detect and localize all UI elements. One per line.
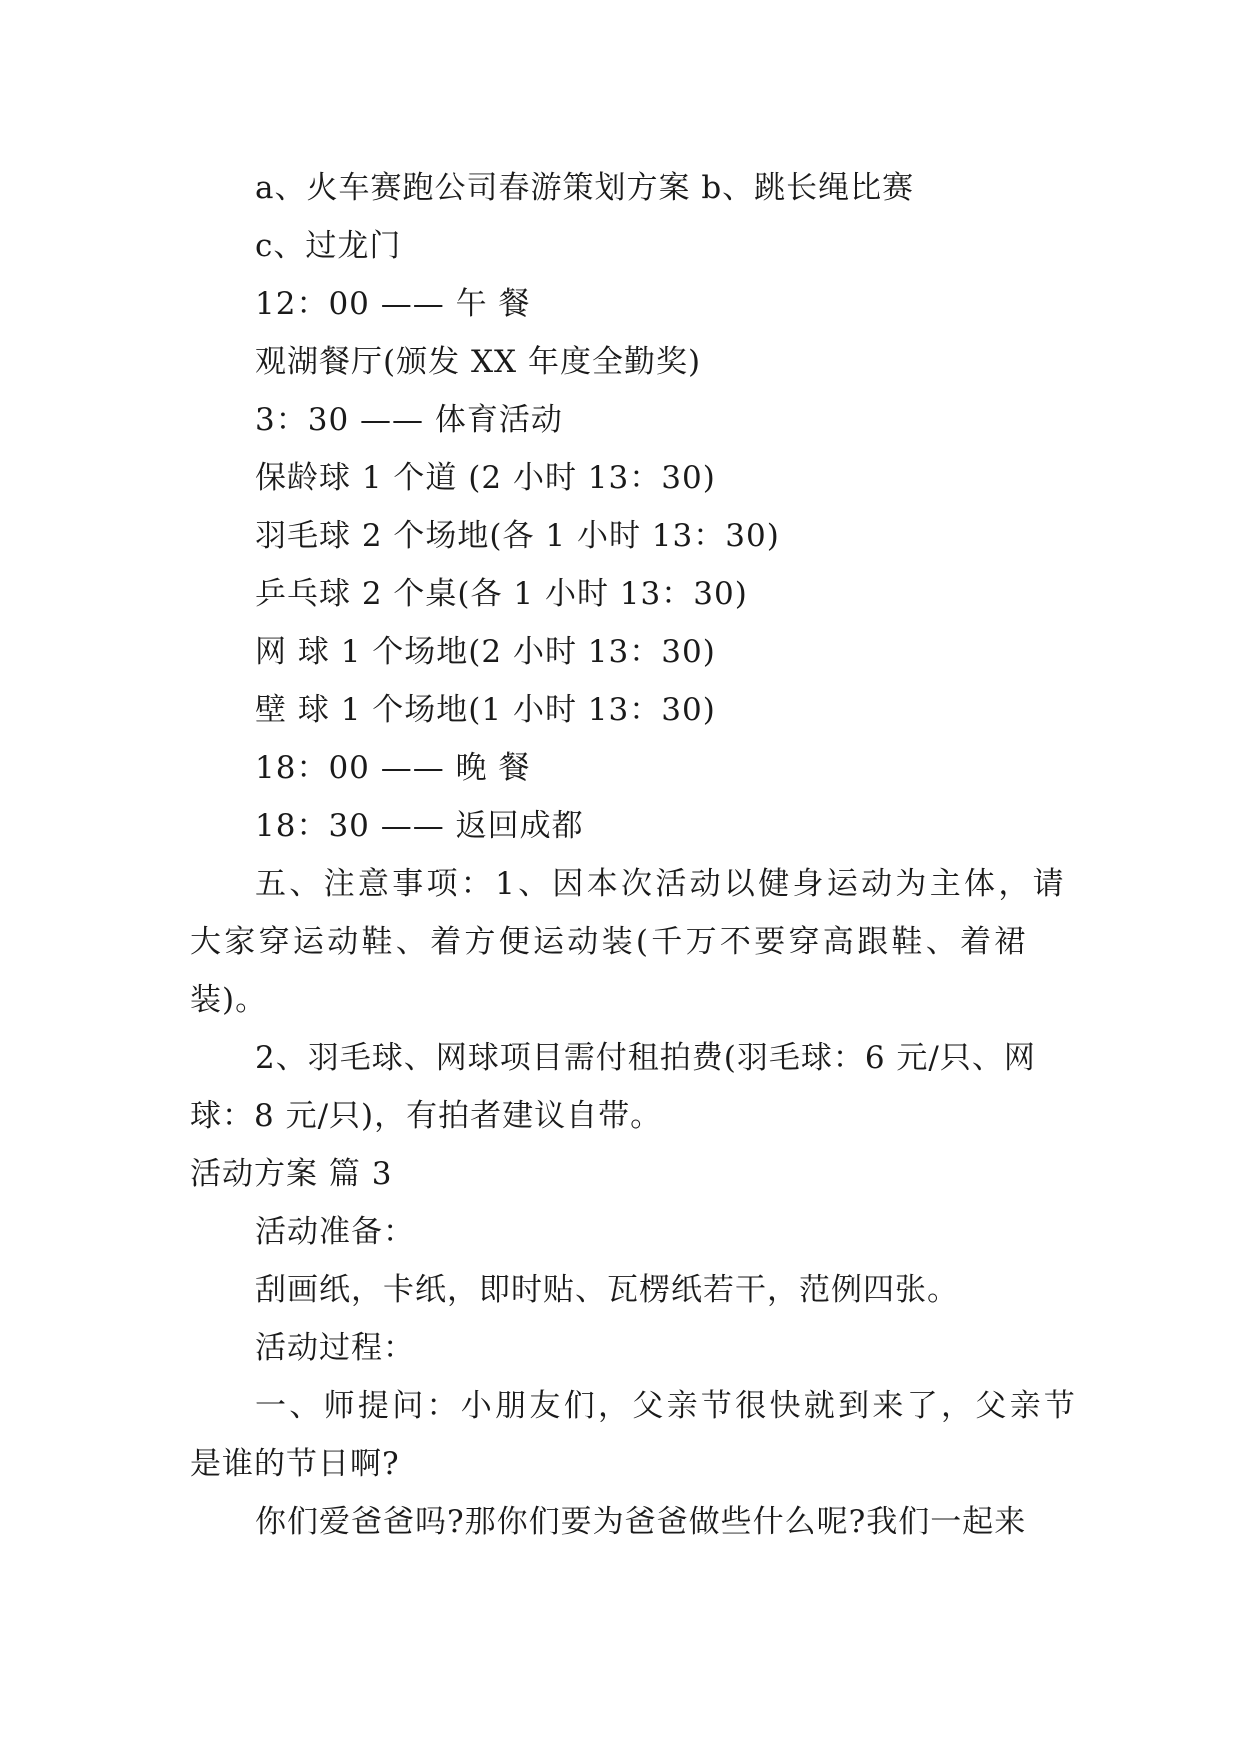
text-line: 12：00 —— 午 餐: [255, 286, 531, 322]
text-line: 活动准备：: [255, 1214, 415, 1250]
text-line: 五、注意事项：1、因本次活动以健身运动为主体，请: [255, 866, 1067, 902]
text-line: 大家穿运动鞋、着方便运动装(千万不要穿高跟鞋、着裙: [190, 924, 1029, 960]
text-line: 刮画纸，卡纸，即时贴、瓦楞纸若干，范例四张。: [255, 1272, 959, 1308]
section-heading: 活动方案 篇 3: [190, 1156, 393, 1192]
text-line: 是谁的节日啊?: [190, 1446, 400, 1482]
text-line: 18：30 —— 返回成都: [255, 808, 584, 844]
text-line: 球：8 元/只)，有拍者建议自带。: [190, 1098, 663, 1134]
text-line: 观湖餐厅(颁发 XX 年度全勤奖): [255, 344, 702, 380]
text-line: 网 球 1 个场地(2 小时 13：30): [255, 634, 716, 670]
text-line: a、火车赛跑公司春游策划方案 b、跳长绳比赛: [255, 170, 915, 206]
text-line: 壁 球 1 个场地(1 小时 13：30): [255, 692, 716, 728]
text-line: 2、羽毛球、网球项目需付租拍费(羽毛球：6 元/只、网: [255, 1040, 1036, 1076]
text-line: 保龄球 1 个道 (2 小时 13：30): [255, 460, 716, 496]
text-line: c、过龙门: [255, 228, 402, 264]
text-line: 3：30 —— 体育活动: [255, 402, 563, 438]
text-line: 18：00 —— 晚 餐: [255, 750, 531, 786]
text-line: 你们爱爸爸吗?那你们要为爸爸做些什么呢?我们一起来: [255, 1504, 1027, 1540]
text-line: 活动过程：: [255, 1330, 415, 1366]
text-line: 一、师提问：小朋友们，父亲节很快就到来了，父亲节: [255, 1388, 1079, 1424]
text-line: 羽毛球 2 个场地(各 1 小时 13：30): [255, 518, 780, 554]
text-line: 装)。: [190, 982, 268, 1018]
text-line: 乒乓球 2 个桌(各 1 小时 13：30): [255, 576, 748, 612]
